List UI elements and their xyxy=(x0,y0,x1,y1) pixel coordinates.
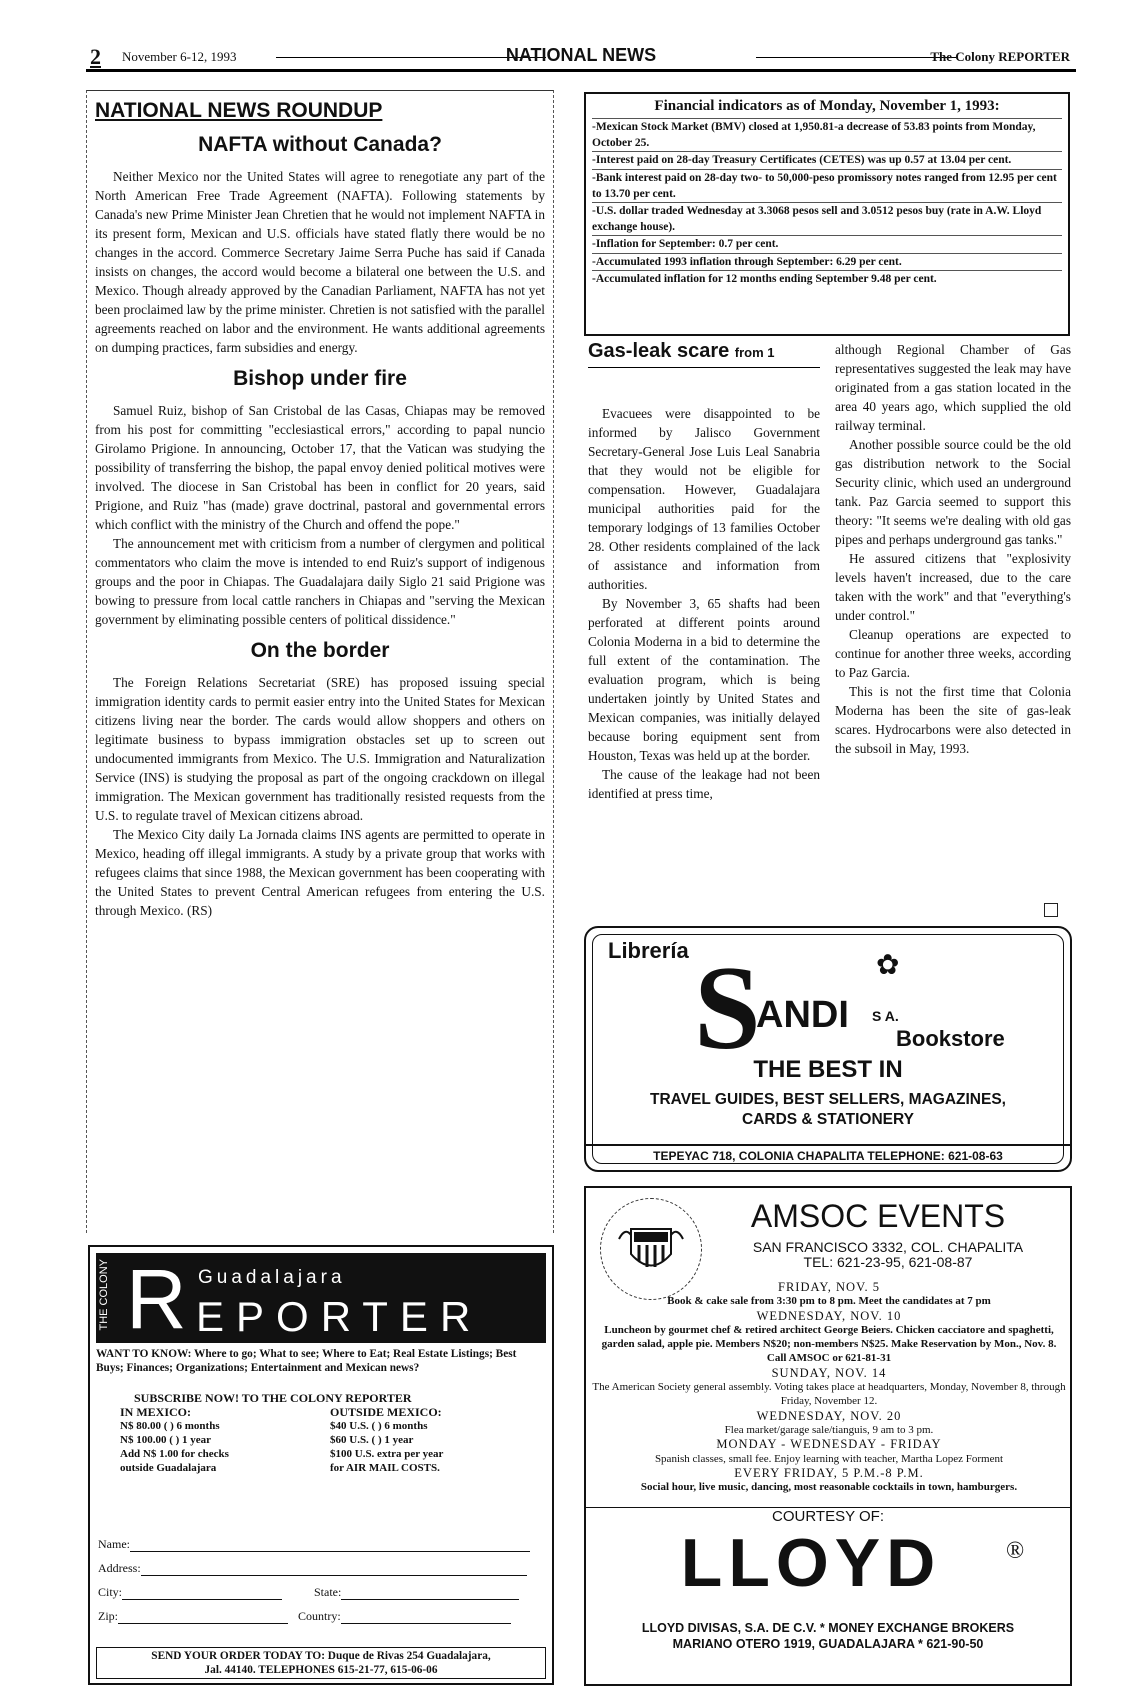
reporter-subscription-ad xyxy=(88,1245,554,1685)
flower-icon: ✿ xyxy=(876,950,900,981)
financial-item: -Mexican Stock Market (BMV) closed at 1,950.81-a decrease of 53.83 points from Monday, October 25. xyxy=(592,118,1062,151)
financial-title: Financial indicators as of Monday, November 1, 1993: xyxy=(654,98,1000,114)
libreria-label: Librería xyxy=(608,938,689,963)
event-text: Luncheon by gourmet chef & retired architect George Beiers. Chicken cacciatore and spaghetti, garden salad, apple pie. Members N$20; non-members N$25. Make Reservation by Mon., Nov. 8. Call AMSOC or 621-81-31 xyxy=(601,1323,1057,1365)
in-mexico-heading: IN MEXICO: xyxy=(120,1405,191,1419)
financial-indicators-box xyxy=(584,92,1070,336)
outside-mexico-rates xyxy=(330,1405,443,1475)
send-order-box xyxy=(96,1647,546,1679)
address-line[interactable] xyxy=(141,1575,527,1576)
lloyd-info xyxy=(586,1620,1070,1652)
gas-leak-jump: from 1 xyxy=(734,345,775,360)
event-day: WEDNESDAY, NOV. 20 xyxy=(756,1408,902,1423)
rate-line: $40 U.S. ( ) 6 months xyxy=(330,1420,428,1432)
border-paragraph-1: The Foreign Relations Secretariat (SRE) has proposed issuing special immigration identity cards to permit easier entry into the United States for Mexican citizens living near the border. The cards would allow shoppers and others on legitimate business to bypass immigration obstacles set up to screen out undocumented immigrants from Mexico. The U.S. Immigration and Naturalization Service (INS) is studying the proposal as part of the ongoing crackdown on illegal immigration. The Mexican government has traditionally resisted requests from the U.S. to regulate travel of Mexican citizens abroad. xyxy=(95,675,545,823)
gas-paragraph: The cause of the leakage had not been identified at press time, xyxy=(588,767,820,801)
event-text: Flea market/garage sale/tianguis, 9 am to 3 pm. xyxy=(724,1423,934,1436)
country-line[interactable] xyxy=(341,1623,511,1624)
name-label: Name: xyxy=(98,1537,130,1551)
city-label: City: xyxy=(98,1585,123,1599)
rate-line: Add N$ 1.00 for checks xyxy=(120,1448,229,1460)
masthead-eporter: EPORTER xyxy=(196,1293,483,1340)
border-paragraph-2: The Mexico City daily La Jornada claims INS agents are permitted to operate in Mexico, heading off illegal immigrants. A study by a private group that works with refugees claims that since 1988, the Mexican government has been cooperating with the United States to prevent Central American refugees from entering the U.S. through Mexico. (RS) xyxy=(95,827,545,918)
amsoc-event-list xyxy=(592,1280,1066,1494)
outside-mexico-heading: OUTSIDE MEXICO: xyxy=(330,1405,442,1419)
city-field[interactable] xyxy=(98,1585,282,1600)
roundup-column xyxy=(86,90,554,1233)
gas-paragraph: although Regional Chamber of Gas representatives suggested the leak may have originated from a gas station located in the area 40 years ago, which supplied the old railway terminal. xyxy=(835,342,1071,433)
zip-field[interactable] xyxy=(98,1609,288,1624)
masthead-city: Guadalajara xyxy=(198,1267,346,1288)
name-field[interactable] xyxy=(98,1537,530,1552)
amsoc-address xyxy=(706,1240,1070,1270)
bishop-paragraph-2: The announcement met with criticism from a number of clergymen and political commentators who claim the move is intended to end Ruiz's support of indigenous groups and the poor in Chiapas. The Guadalajara daily Siglo 21 said Prigione was bowing to pressure from local cattle ranchers in Chiapas and "serving the Mexican government by eliminating possible centers of political dissidence." xyxy=(95,536,545,627)
event-text: Social hour, live music, dancing, most reasonable cocktails in town, hamburgers. xyxy=(640,1481,1018,1494)
masthead-r: R xyxy=(126,1252,187,1346)
gas-paragraph: He assured citizens that "explosivity levels haven't increased, due to the care taken with the work" and that "everything's under control." xyxy=(835,551,1071,623)
header-rule-right xyxy=(756,57,956,58)
page-number: 2 xyxy=(90,44,101,69)
event-text: Spanish classes, small fee. Enjoy learning with teacher, Martha Lopez Forment xyxy=(654,1452,1004,1465)
rate-line: N$ 100.00 ( ) 1 year xyxy=(120,1434,212,1446)
event-day: MONDAY - WEDNESDAY - FRIDAY xyxy=(716,1437,942,1452)
rate-line: $60 U.S. ( ) 1 year xyxy=(330,1434,414,1446)
gas-leak-headline xyxy=(588,340,820,368)
sandi-bookstore-ad xyxy=(584,926,1072,1172)
gas-paragraph: Evacuees were disappointed to be informed by Jalisco Government Secretary-General Jose Luis Leal Sanabria that they would not be eligible for compensation. However, Guadalajara municipal authorities paid for the temporary lodgings of 13 families October 28. Other residents complained of the lack of assistance and information from authorities. xyxy=(588,406,820,592)
section-title: NATIONAL NEWS xyxy=(505,45,657,65)
masthead-side-text: THE COLONY xyxy=(98,1259,110,1331)
send-line-1: SEND YOUR ORDER TODAY TO: Duque de Rivas 254 Guadalajara, xyxy=(151,1650,491,1662)
subscribe-heading: SUBSCRIBE NOW! TO THE COLONY REPORTER xyxy=(134,1391,412,1405)
event-day: FRIDAY, NOV. 5 xyxy=(778,1280,880,1294)
categories-line-1: TRAVEL GUIDES, BEST SELLERS, MAGAZINES, xyxy=(650,1091,1006,1108)
financial-item: -Interest paid on 28-day Treasury Certificates (CETES) was up 0.57 at 13.04 per cent. xyxy=(592,151,1062,168)
event-day: WEDNESDAY, NOV. 10 xyxy=(756,1308,902,1323)
nafta-headline: NAFTA without Canada? xyxy=(198,133,442,156)
financial-item: -Accumulated 1993 inflation through September: 6.29 per cent. xyxy=(592,253,1062,270)
financial-item: -Accumulated inflation for 12 months ending September 9.48 per cent. xyxy=(592,270,1062,287)
state-label: State: xyxy=(314,1585,342,1599)
sandi-categories xyxy=(586,1090,1070,1130)
publication-name: The Colony REPORTER xyxy=(930,49,1070,64)
reporter-masthead xyxy=(96,1252,546,1346)
rate-line: outside Guadalajara xyxy=(120,1462,217,1474)
name-line[interactable] xyxy=(130,1551,530,1552)
amsoc-events-ad xyxy=(584,1186,1072,1686)
sandi-logo-s: S xyxy=(694,941,761,1074)
gas-paragraph: Cleanup operations are expected to continue for another three weeks, according to Paz Garcia. xyxy=(835,627,1071,680)
financial-item: -U.S. dollar traded Wednesday at 3.3068 pesos sell and 3.0512 pesos buy (rate in A.W. Lloyd exchange house). xyxy=(592,202,1062,235)
lloyd-logo: LLOYD xyxy=(680,1525,942,1601)
issue-date: November 6-12, 1993 xyxy=(122,49,237,64)
gas-leak-column-1 xyxy=(588,404,820,803)
bishop-paragraph-1: Samuel Ruiz, bishop of San Cristobal de las Casas, Chiapas may be removed from his post for committing "ecclesiastical errors," according to papal nuncio Girolamo Prigione. In announcing, October 17, that the Vatican was studying the possibility of transferring the bishop, the papal envoy denied political motives were involved. The diocese in San Cristobal has been in conflict for 20 years, said Prigione, and Ruiz "has (made) grave doctrinal, pastoral and governmental errors which conflict with the ministry of the Church and offend the pope." xyxy=(95,403,545,532)
courtesy-label: COURTESY OF: xyxy=(586,1507,1070,1525)
sandi-address: TEPEYAC 718, COLONIA CHAPALITA TELEPHONE: 621-08-63 xyxy=(586,1144,1070,1163)
zip-label: Zip: xyxy=(98,1609,118,1623)
event-text: Book & cake sale from 3:30 pm to 8 pm. Meet the candidates at 7 pm xyxy=(667,1295,991,1308)
financial-item: -Inflation for September: 0.7 per cent. xyxy=(592,235,1062,252)
gas-leak-title: Gas-leak scare xyxy=(588,340,730,362)
page-header xyxy=(86,44,1076,70)
end-mark-icon xyxy=(1044,903,1058,917)
roundup-title: NATIONAL NEWS ROUNDUP xyxy=(95,99,383,122)
state-line[interactable] xyxy=(341,1599,519,1600)
gas-paragraph: By November 3, 65 shafts had been perforated at different points around Colonia Moderna in a bid to determine the full extent of the contamination. The evaluation program, which is being undertaken jointly by United States and Mexican companies, was initially delayed because boring equipment sent from Houston, Texas was held up at the border. xyxy=(588,596,820,763)
event-day: EVERY FRIDAY, 5 P.M.-8 P.M. xyxy=(734,1465,924,1480)
header-divider xyxy=(86,69,1076,72)
financial-item: -Bank interest paid on 28-day two- to 50,000-peso promissory notes ranged from 12.95 per cent to 13.70 per cent. xyxy=(592,169,1062,202)
in-mexico-rates xyxy=(120,1405,229,1475)
lloyd-line-1: LLOYD DIVISAS, S.A. DE C.V. * MONEY EXCHANGE BROKERS xyxy=(641,1621,1015,1635)
rate-line: N$ 80.00 ( ) 6 months xyxy=(120,1420,220,1432)
amsoc-telephone: TEL: 621-23-95, 621-08-87 xyxy=(803,1254,973,1270)
country-field[interactable] xyxy=(298,1609,511,1624)
gas-paragraph: This is not the first time that Colonia Moderna has been the site of gas-leak scares. Hydrocarbons were also detected in the subsoil in May, 1993. xyxy=(835,684,1071,756)
zip-line[interactable] xyxy=(118,1623,288,1624)
address-label: Address: xyxy=(98,1561,141,1575)
gas-paragraph: Another possible source could be the old gas distribution network to the Social Security clinic, which used an underground tank. Paz Garcia seemed to support this theory: "It seems we're dealing with old gas pipes and perhaps underground gas tanks." xyxy=(835,437,1071,547)
want-to-know-text: WANT TO KNOW: Where to go; What to see; Where to Eat; Real Estate Listings; Best Buys; Finances; Organizations; Entertainment and Mexican news? xyxy=(96,1348,517,1374)
rate-line: for AIR MAIL COSTS. xyxy=(330,1462,440,1474)
rate-line: $100 U.S. extra per year xyxy=(330,1448,444,1460)
nafta-paragraph: Neither Mexico nor the United States will agree to renegotiate any part of the North American Free Trade Agreement (NAFTA). Following statements by Canada's new Prime Minister Jean Chretien that he would not implement NAFTA in its present form, Mexican and U.S. officials have stated flatly there would be no changes in the accord. Commerce Secretary Jaime Serra Puche has said if Canada insists on changes, the accord would become a bilateral one between the U.S. and Mexico. Though already approved by the Canadian Parliament, NAFTA has not yet been proclaimed law by the prime minister. Chretien is not satisfied with the parallel agreements reached on labor and the environment. He wants additional agreements on dumping practices, farm subsidies and energy. xyxy=(95,169,545,355)
city-line[interactable] xyxy=(122,1599,282,1600)
gas-leak-column-2 xyxy=(835,340,1071,758)
event-day: SUNDAY, NOV. 14 xyxy=(771,1365,887,1380)
country-label: Country: xyxy=(298,1609,341,1623)
registered-mark: ® xyxy=(1006,1538,1025,1564)
amsoc-street: SAN FRANCISCO 3332, COL. CHAPALITA xyxy=(752,1239,1024,1255)
amsoc-title: AMSOC EVENTS xyxy=(750,1198,1006,1234)
best-in-heading: THE BEST IN xyxy=(753,1056,903,1083)
lloyd-line-2: MARIANO OTERO 1919, GUADALAJARA * 621-90-50 xyxy=(672,1637,984,1651)
sandi-sa: S A. xyxy=(872,1008,899,1024)
state-field[interactable] xyxy=(314,1585,519,1600)
bookstore-label: Bookstore xyxy=(896,1026,1005,1051)
address-field[interactable] xyxy=(98,1561,527,1576)
send-line-2: Jal. 44140. TELEPHONES 615-21-77, 615-06-06 xyxy=(204,1664,438,1676)
sandi-logo-text: ANDI xyxy=(756,994,849,1036)
event-text: The American Society general assembly. Voting takes place at headquarters, Monday, November 8, through Friday, November 12. xyxy=(592,1381,1066,1408)
border-headline: On the border xyxy=(250,639,390,662)
bishop-headline: Bishop under fire xyxy=(233,367,407,390)
categories-line-2: CARDS & STATIONERY xyxy=(742,1111,914,1128)
